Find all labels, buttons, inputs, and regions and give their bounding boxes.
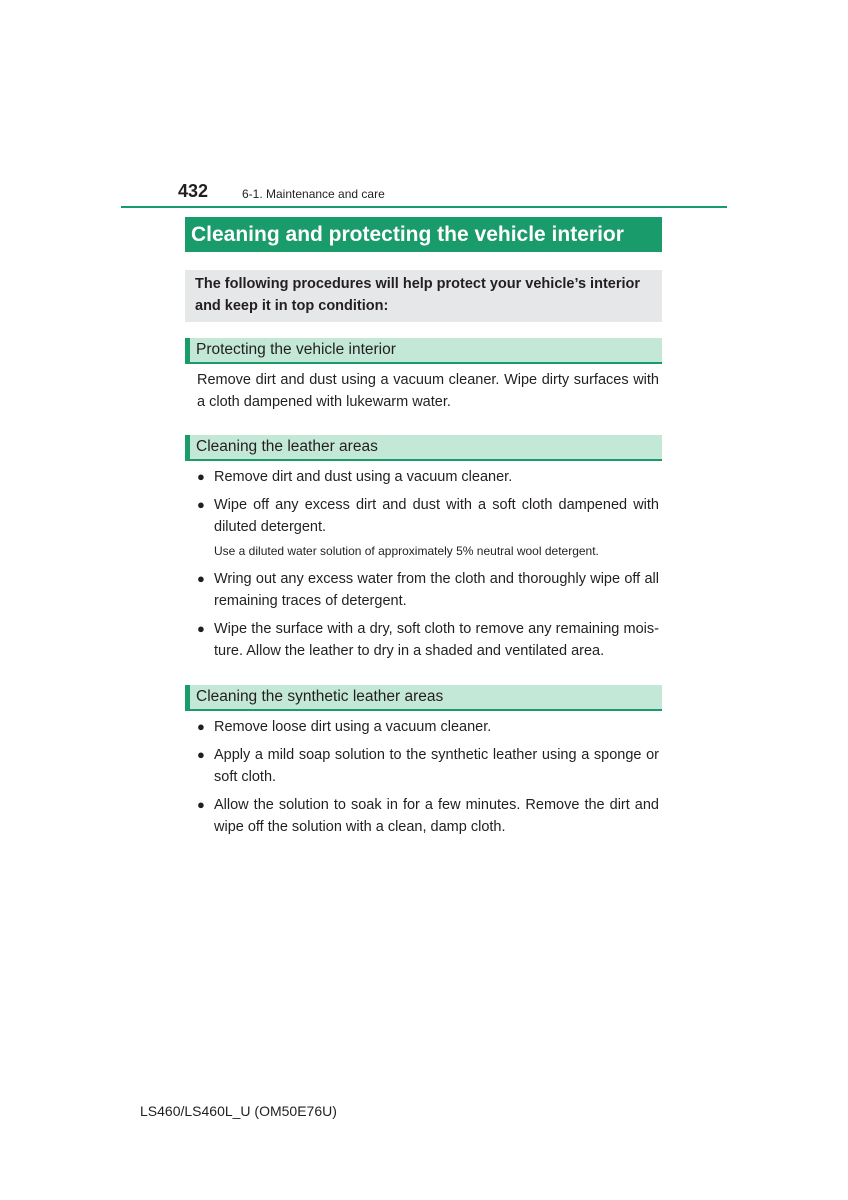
footer-model-code: LS460/LS460L_U (OM50E76U) xyxy=(140,1103,337,1119)
section-heading-leather: Cleaning the leather areas xyxy=(185,435,662,461)
page-number: 432 xyxy=(178,181,209,201)
section-text-protecting: Remove dirt and dust using a vacuum cleaner. Wipe dirty surfaces with a cloth dampened with lukewarm water. xyxy=(197,372,659,410)
list-item-text: Wring out any excess water from the cloth and thoroughly wipe off all remaining traces of detergent. xyxy=(214,571,659,609)
list-item-text: Remove dirt and dust using a vacuum cleaner. xyxy=(214,469,513,485)
bullet-icon: ● xyxy=(197,571,205,586)
bullet-icon: ● xyxy=(197,747,205,762)
page-title: Cleaning and protecting the vehicle interior xyxy=(185,217,662,252)
list-item xyxy=(197,744,659,788)
bullet-icon: ● xyxy=(197,797,205,812)
synthetic-leather-bullet-list xyxy=(197,716,659,844)
list-item xyxy=(197,618,659,662)
list-item-text: Wipe off any excess dirt and dust with a soft cloth dampened with diluted detergent. xyxy=(214,497,659,535)
intro-box: The following procedures will help protect your vehicle’s interior and keep it in top condition: xyxy=(185,270,662,322)
list-item xyxy=(197,494,659,538)
header-divider xyxy=(121,206,727,208)
list-item-text: Wipe the surface with a dry, soft cloth to remove any remaining moisture. Allow the leather to dry in a shaded and ventilated area. xyxy=(214,621,659,659)
section-heading-synthetic-leather: Cleaning the synthetic leather areas xyxy=(185,685,662,711)
list-item xyxy=(197,794,659,838)
bullet-icon: ● xyxy=(197,469,205,484)
list-item xyxy=(197,466,659,488)
list-item xyxy=(197,568,659,612)
bullet-icon: ● xyxy=(197,497,205,512)
leather-bullet-list xyxy=(197,466,659,668)
bullet-icon: ● xyxy=(197,719,205,734)
detergent-note: Use a diluted water solution of approximately 5% neutral wool detergent. xyxy=(214,544,599,558)
section-heading-protecting: Protecting the vehicle interior xyxy=(185,338,662,364)
section-reference: 6-1. Maintenance and care xyxy=(242,187,385,201)
list-item-text: Remove loose dirt using a vacuum cleaner. xyxy=(214,719,492,735)
list-item xyxy=(197,716,659,738)
list-item-text: Apply a mild soap solution to the synthetic leather using a sponge or soft cloth. xyxy=(214,747,659,785)
bullet-icon: ● xyxy=(197,621,205,636)
list-item-text: Allow the solution to soak in for a few minutes. Remove the dirt and wipe off the solution with a clean, damp cloth. xyxy=(214,797,659,835)
